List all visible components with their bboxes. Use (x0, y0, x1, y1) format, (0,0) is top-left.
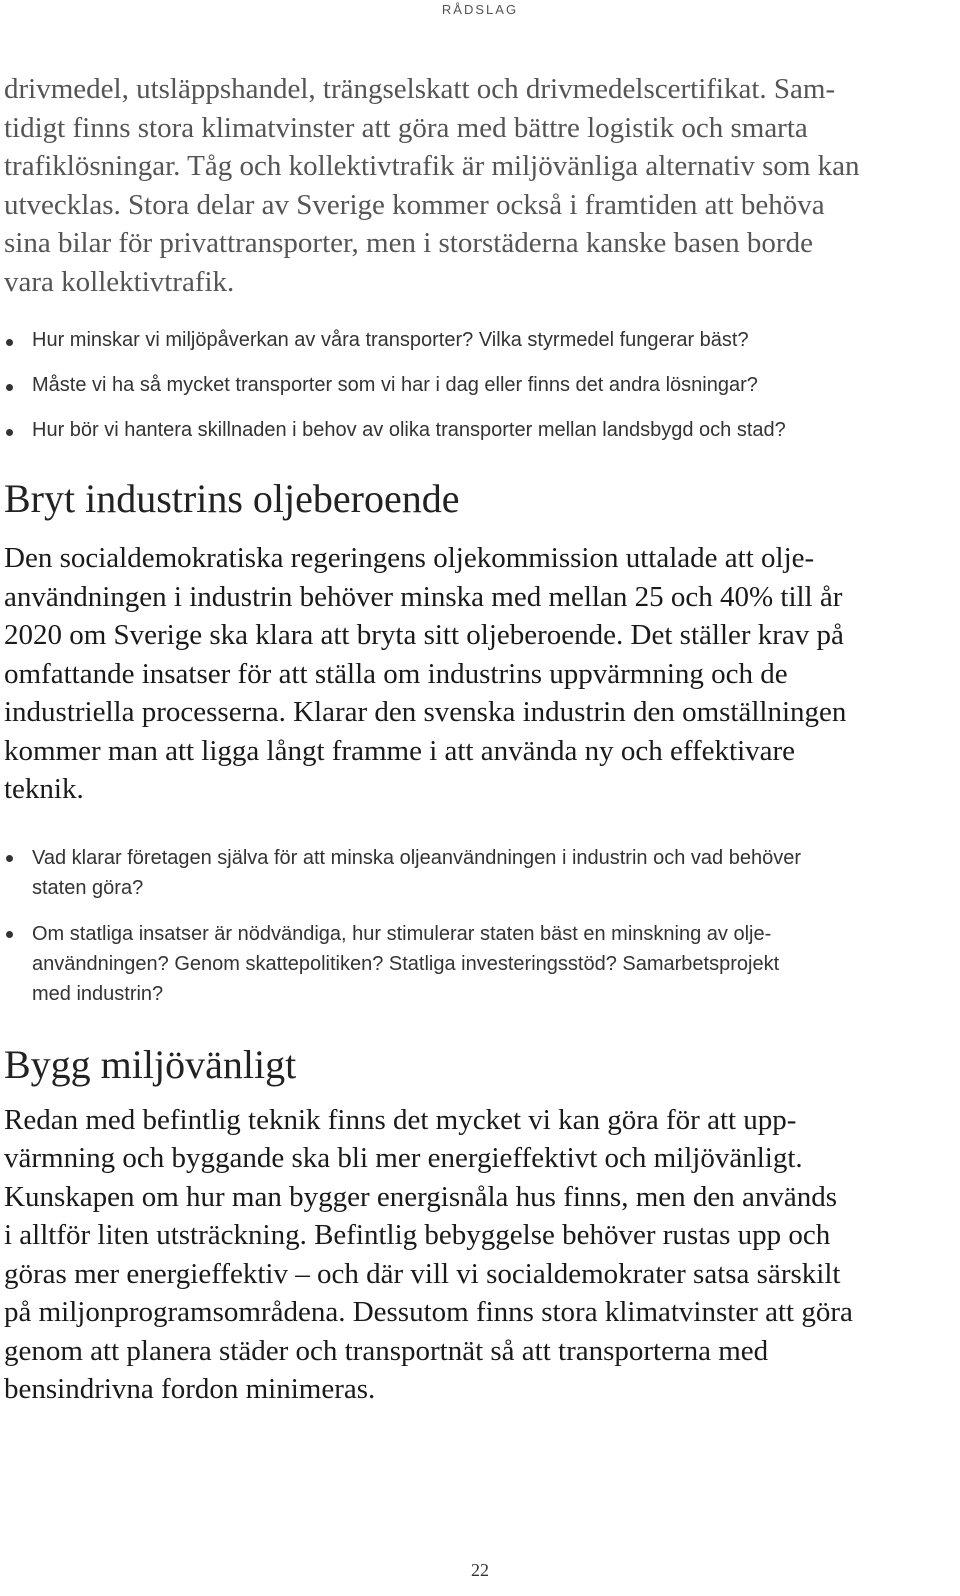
bullet-icon (6, 931, 13, 938)
building-paragraph: Redan med befintlig teknik finns det mycket vi kan göra för att upp- värmning och byggande ska bli mer energieffektivt och miljövänligt. Kunskapen om hur man bygger energisnåla hus finns, men den används i alltför liten utsträckning. Befintlig bebyggelse behöver rustas upp och göras mer energieffektiv – och där vill vi socialdemokrater satsa särskilt på miljonprogramsområdena. Dessutom finns stora klimatvinster att göra genom att planera städer och transportnät så att transporterna med bensindrivna fordon minimeras. (4, 1103, 853, 1405)
page-number: 22 (471, 1560, 489, 1580)
list-item (4, 417, 954, 443)
running-head: RÅDSLAG (441, 2, 519, 17)
list-item (4, 843, 954, 903)
transport-questions-list (4, 327, 954, 443)
list-item (4, 327, 954, 353)
question-text: Hur minskar vi miljöpåverkan av våra transporter? Vilka styrmedel fungerar bäst? (32, 329, 749, 351)
list-item (4, 372, 954, 398)
bullet-icon (6, 384, 13, 391)
industry-questions-list (4, 843, 954, 1009)
section-heading-building: Bygg miljövänligt (4, 1041, 297, 1087)
bullet-icon (6, 429, 13, 436)
bullet-icon (6, 855, 13, 862)
list-item (4, 919, 954, 1009)
section-heading-industry: Bryt industrins oljeberoende (4, 476, 460, 521)
page-content (4, 70, 954, 1409)
question-text: Hur bör vi hantera skillnaden i behov av olika transporter mellan landsbygd och stad? (32, 419, 786, 441)
question-text: Vad klarar företagen själva för att minska oljeanvändningen i industrin och vad behöver staten göra? (32, 846, 801, 899)
intro-paragraph: drivmedel, utsläppshandel, trängselskatt och drivmedelscertifikat. Sam- tidigt finns stora klimatvinster att göra med bättre logistik och smarta trafiklösningar. Tåg och kollektivtrafik är miljövänliga alternativ som kan utvecklas. Stora delar av Sverige kommer också i framtiden att behöva sina bilar för privattransporter, men i storstäderna kanske basen borde vara kollektivtrafik. (4, 73, 860, 298)
question-text: Om statliga insatser är nödvändiga, hur stimulerar staten bäst en minskning av olje- användningen? Genom skattepolitiken? Statliga investeringsstöd? Samarbetsprojekt med industrin? (32, 922, 780, 1005)
question-text: Måste vi ha så mycket transporter som vi har i dag eller finns det andra lösningar? (32, 374, 758, 396)
bullet-icon (6, 339, 13, 346)
industry-paragraph: Den socialdemokratiska regeringens oljekommission uttalade att olje- användningen i industrin behöver minska med mellan 25 och 40% till år 2020 om Sverige ska klara att bryta sitt oljeberoende. Det ställer krav på omfattande insatser för att ställa om industrins uppvärmning och de industriella processerna. Klarar den svenska industrin den omställningen kommer man att ligga långt framme i att använda ny och effektivare teknik. (4, 542, 847, 805)
